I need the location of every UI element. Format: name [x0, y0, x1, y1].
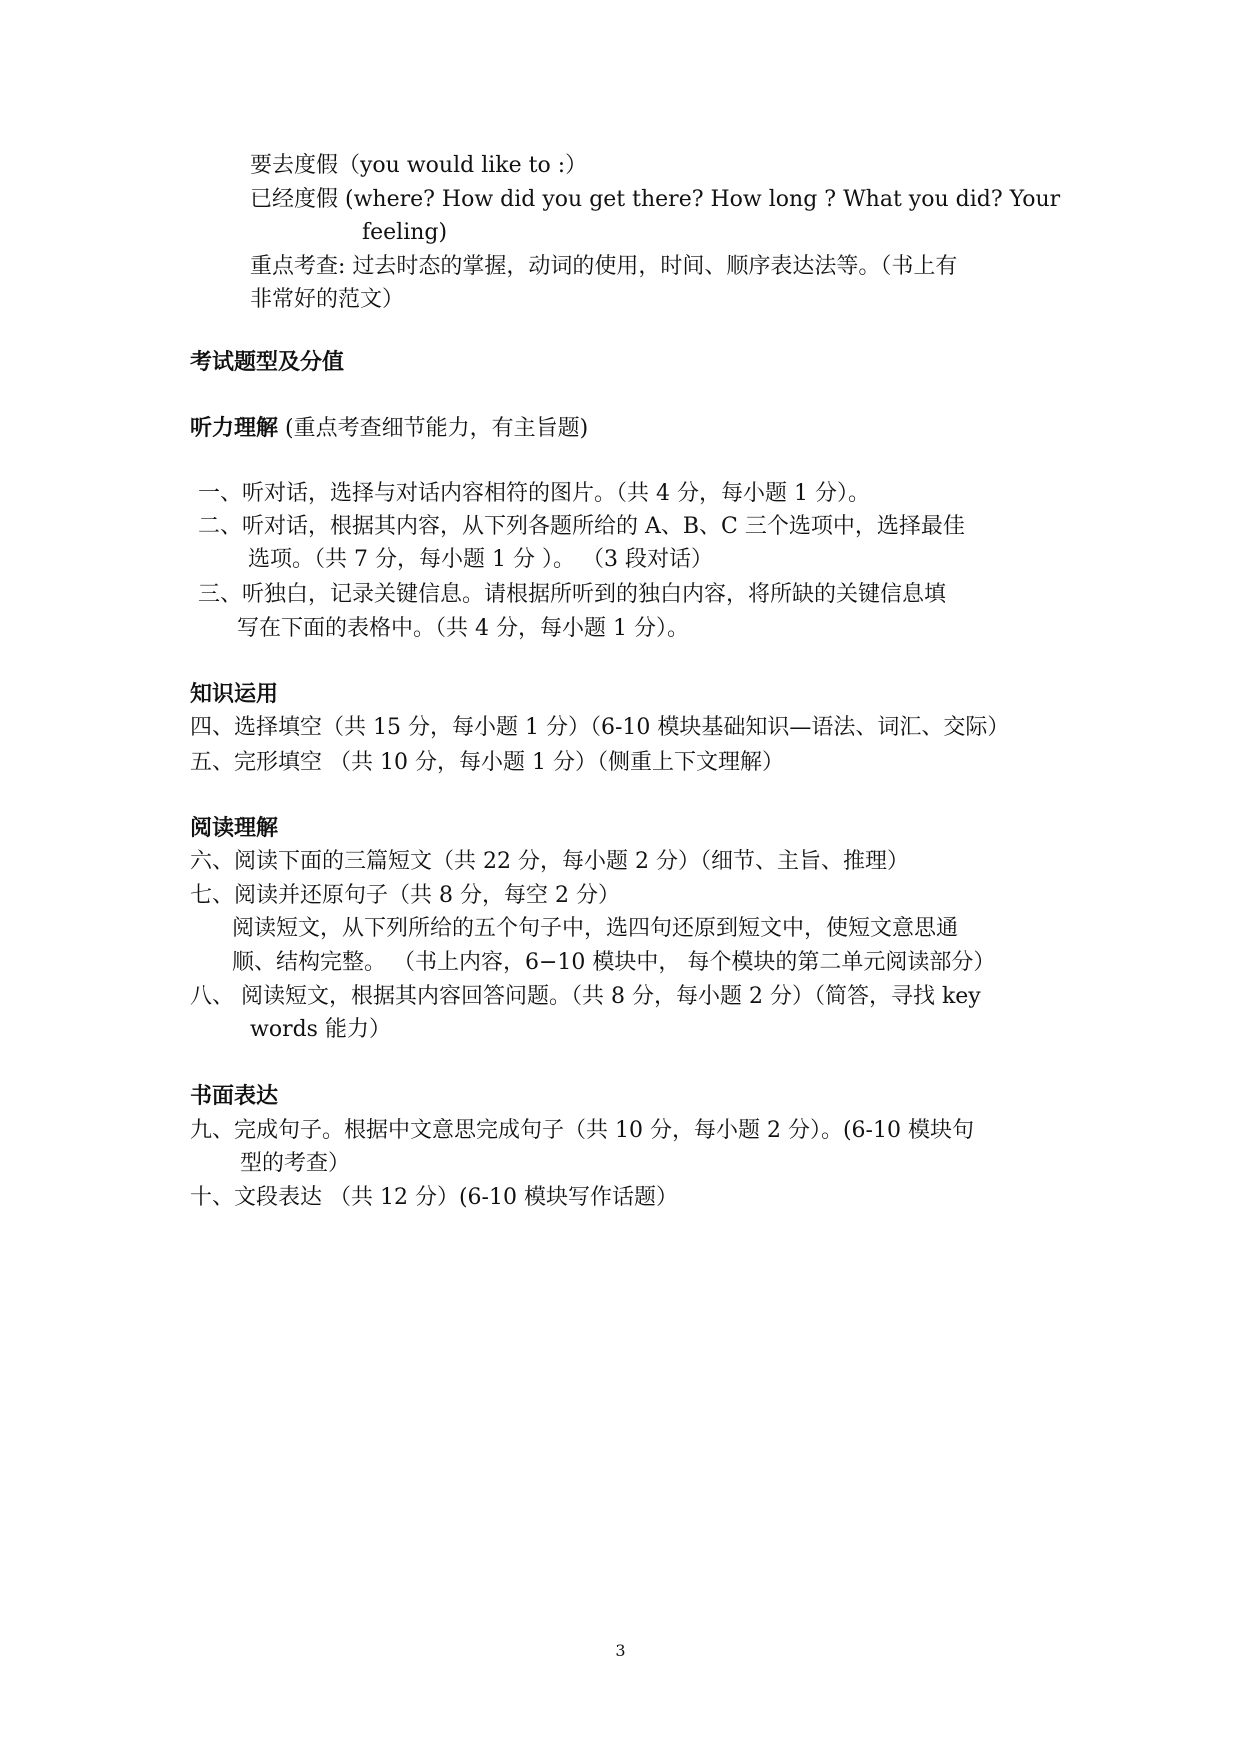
listening-item-1: 一、听对话，选择与对话内容相符的图片。（共 4 分，每小题 1 分）。	[198, 481, 870, 506]
reading-item-7: 七、阅读并还原句子（共 8 分，每空 2 分）	[190, 883, 620, 908]
intro-line-1: 要去度假（you would like to :）	[250, 153, 588, 178]
listening-heading: 听力理解	[190, 416, 279, 441]
reading-item-7b: 顺、结构完整。 （书上内容，6−10 模块中， 每个模块的第二单元阅读部分）	[232, 950, 996, 975]
writing-item-10: 十、文段表达 （共 12 分）(6-10 模块写作话题）	[190, 1185, 678, 1210]
listening-item-3b: 写在下面的表格中。（共 4 分，每小题 1 分）。	[237, 616, 689, 641]
writing-item-9b: 型的考查）	[240, 1151, 351, 1176]
reading-item-7a: 阅读短文，从下列所给的五个句子中，选四句还原到短文中，使短文意思通	[232, 916, 959, 941]
reading-item-6: 六、阅读下面的三篇短文（共 22 分，每小题 2 分）（细节、主旨、推理）	[190, 849, 909, 874]
writing-heading: 书面表达	[190, 1084, 279, 1109]
knowledge-heading: 知识运用	[190, 682, 279, 707]
listening-heading-line	[190, 414, 588, 444]
intro-line-5: 非常好的范文）	[250, 287, 405, 312]
knowledge-item-4: 四、选择填空（共 15 分，每小题 1 分）（6-10 模块基础知识—语法、词汇、交际）	[190, 715, 1010, 740]
intro-line-4: 重点考查: 过去时态的掌握，动词的使用，时间、顺序表达法等。（书上有	[250, 254, 958, 279]
listening-item-2a: 二、听对话，根据其内容，从下列各题所给的 A、B、C 三个选项中，选择最佳	[198, 514, 965, 539]
listening-item-2b: 选项。（共 7 分，每小题 1 分 ）。 （3 段对话）	[248, 547, 713, 572]
intro-line-2: 已经度假 (where? How did you get there? How long ? What you did? Your	[250, 187, 1061, 212]
listening-note: (重点考查细节能力，有主旨题)	[278, 416, 589, 441]
knowledge-item-5: 五、完形填空 （共 10 分，每小题 1 分）（侧重上下文理解）	[190, 750, 784, 775]
reading-heading: 阅读理解	[190, 816, 279, 841]
exam-title: 考试题型及分值	[190, 350, 345, 375]
writing-item-9a: 九、完成句子。根据中文意思完成句子（共 10 分，每小题 2 分）。(6-10 模块句	[190, 1118, 974, 1143]
reading-item-8a: 八、 阅读短文，根据其内容回答问题。（共 8 分，每小题 2 分）（简答，寻找 key	[190, 984, 981, 1009]
page-number: 3	[615, 1641, 626, 1660]
reading-item-8b: words 能力）	[250, 1017, 391, 1042]
listening-item-3a: 三、听独白，记录关键信息。请根据所听到的独白内容，将所缺的关键信息填	[198, 582, 947, 607]
intro-line-3: feeling)	[362, 220, 448, 245]
